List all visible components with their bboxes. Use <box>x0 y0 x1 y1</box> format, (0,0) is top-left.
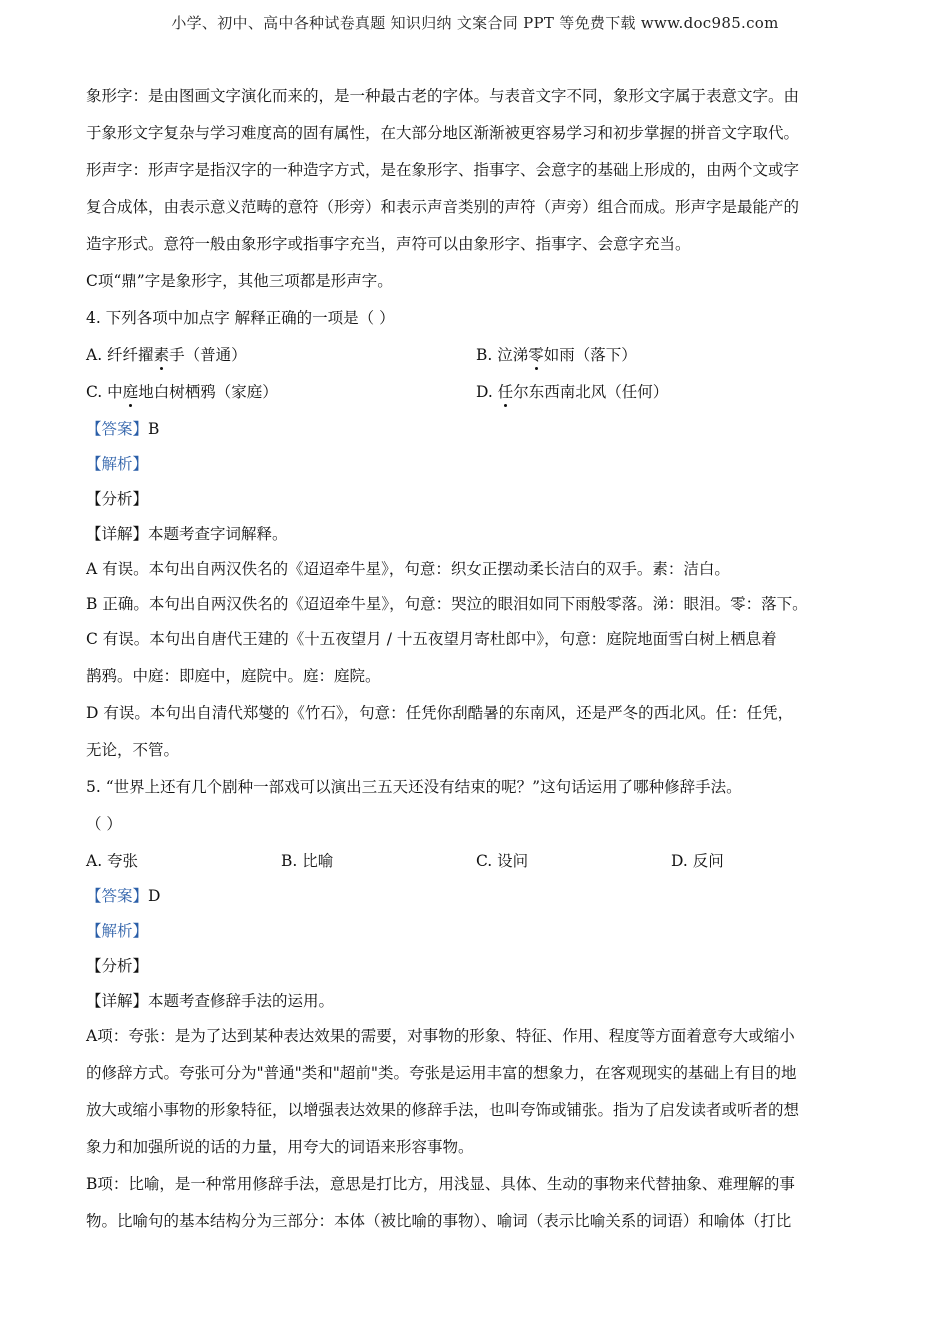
paragraph: 于象形文字复杂与学习难度高的固有属性，在大部分地区渐渐被更容易学习和初步掌握的拼音文字取代。 <box>86 124 800 142</box>
option-c: C. 中庭地白树栖鸦（家庭） <box>86 383 278 401</box>
explanation-b: B项：比喻，是一种常用修辞手法，意思是打比方，用浅显、具体、生动的事物来代替抽象、难理解的事 <box>86 1175 795 1193</box>
answer-tag: 【答案】 <box>86 420 149 438</box>
answer-value: B <box>148 420 160 438</box>
paragraph: 造字形式。意符一般由象形字或指事字充当，声符可以由象形字、指事字、会意字充当。 <box>86 235 691 253</box>
analysis-tag: 【解析】 <box>86 455 149 473</box>
option-a: A. 纤纤擢素手（普通） <box>86 346 247 364</box>
question-4-options-row-2 <box>86 382 876 419</box>
question-5-options <box>86 851 876 886</box>
option-d: D. 反问 <box>671 852 724 870</box>
question-5-paren: （ ） <box>86 815 122 833</box>
paragraph: 复合成体，由表示意义范畴的意符（形旁）和表示声音类别的声符（声旁）组合而成。形声字是最能产的 <box>86 198 800 216</box>
dotted-char: 庭 <box>122 383 139 401</box>
paragraph: 形声字：形声字是指汉字的一种造字方式，是在象形字、指事字、会意字的基础上形成的，由两个文或字 <box>86 161 800 179</box>
page-header: 小学、初中、高中各种试卷真题 知识归纳 文案合同 PPT 等免费下载 www.doc985.com <box>171 14 779 32</box>
explanation-a: A项：夸张：是为了达到某种表达效果的需要，对事物的形象、特征、作用、程度等方面着意夸大或缩小 <box>86 1027 795 1045</box>
answer-tag: 【答案】 <box>86 887 149 905</box>
question-5-stem: 5. “世界上还有几个剧种一部戏可以演出三五天还没有结束的呢？”这句话运用了哪种修辞手法。 <box>86 778 742 796</box>
explanation-b-cont: 物。比喻句的基本结构分为三部分：本体（被比喻的事物）、喻词（表示比喻关系的词语）和喻体（打比 <box>86 1212 792 1230</box>
explanation-a-cont: 的修辞方式。夸张可分为"普通"类和"超前"类。夸张是运用丰富的想象力，在客观现实的基础上有目的地 <box>86 1064 797 1082</box>
fenxi-tag: 【分析】 <box>86 490 149 508</box>
option-c: C. 设问 <box>476 852 529 870</box>
option-d: D. 任尔东西南北风（任何） <box>476 383 669 401</box>
dotted-char: 任 <box>497 383 514 401</box>
explanation-c: C 有误。本句出自唐代王建的《十五夜望月 / 十五夜望月寄杜郎中》，句意：庭院地面雪白树上栖息着 <box>86 630 777 648</box>
option-b: B. 泣涕零如雨（落下） <box>476 346 637 364</box>
option-a: A. 夸张 <box>86 852 139 870</box>
dotted-char: 零 <box>528 346 544 364</box>
explanation-b: B 正确。本句出自两汉佚名的《迢迢牵牛星》，句意：哭泣的眼泪如同下雨般零落。涕：眼泪。零：落下。 <box>86 595 808 613</box>
explanation-c-cont: 鹊鸦。中庭：即庭中，庭院中。庭：庭院。 <box>86 667 381 685</box>
option-b: B. 比喻 <box>281 852 334 870</box>
paragraph: 象形字：是由图画文字演化而来的，是一种最古老的字体。与表音文字不同，象形文字属于表意文字。由 <box>86 87 800 105</box>
answer-line <box>86 886 876 921</box>
explanation-d-cont: 无论，不管。 <box>86 741 180 759</box>
answer-line <box>86 419 876 454</box>
question-4-stem: 4. 下列各项中加点字 解释正确的一项是（ ） <box>86 309 395 327</box>
fenxi-tag: 【分析】 <box>86 957 149 975</box>
xiangjie-line: 【详解】本题考查修辞手法的运用。 <box>86 992 335 1010</box>
paragraph: C项“鼎”字是象形字，其他三项都是形声字。 <box>86 272 393 290</box>
dotted-char: 素 <box>153 346 170 364</box>
answer-value: D <box>148 887 161 905</box>
document-body <box>86 86 876 1248</box>
explanation-a-cont: 放大或缩小事物的形象特征，以增强表达效果的修辞手法，也叫夸饰或铺张。指为了启发读者或听者的想 <box>86 1101 800 1119</box>
analysis-tag: 【解析】 <box>86 922 149 940</box>
explanation-a: A 有误。本句出自两汉佚名的《迢迢牵牛星》，句意：织女正摆动柔长洁白的双手。素：洁白。 <box>86 560 730 578</box>
xiangjie-line: 【详解】本题考查字词解释。 <box>86 525 288 543</box>
explanation-a-cont: 象力和加强所说的话的力量，用夸大的词语来形容事物。 <box>86 1138 474 1156</box>
question-4-options-row-1 <box>86 345 876 382</box>
explanation-d: D 有误。本句出自清代郑燮的《竹石》，句意：任凭你刮酷暑的东南风，还是严冬的西北风。任：任凭， <box>86 704 794 722</box>
